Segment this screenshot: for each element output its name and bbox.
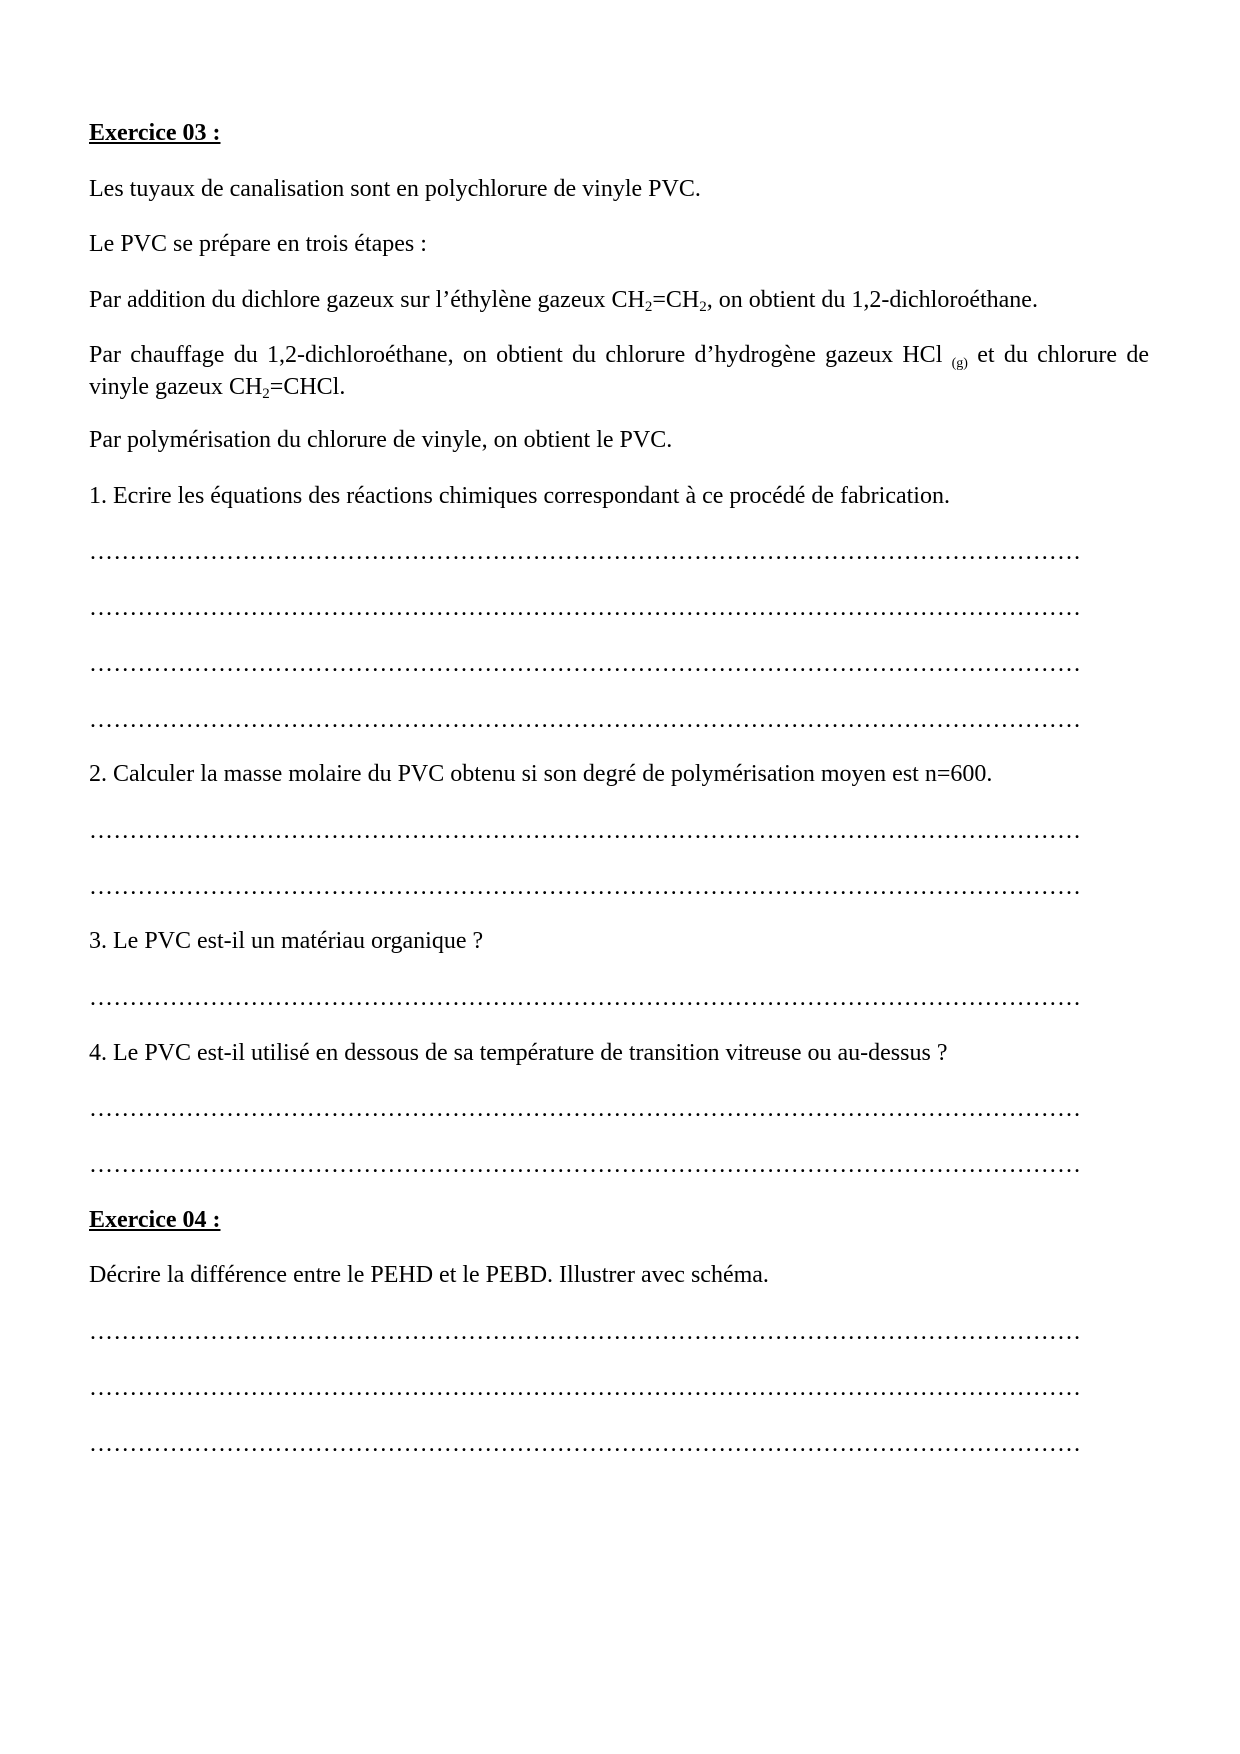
step-1-subscript-b: 2 (699, 299, 707, 315)
answer-line: …………………………………………………………………………………………………………… (89, 818, 1082, 844)
step-1-text-c: , on obtient du 1,2-dichloroéthane. (706, 287, 1038, 313)
step-2-state: (g) (951, 356, 968, 371)
exercise-4-question-1: Décrire la différence entre le PEHD et le PEBD. Illustrer avec schéma. (89, 1262, 769, 1288)
exercise-3-heading: Exercice 03 : (89, 120, 221, 146)
exercise-3-question-2: 2. Calculer la masse molaire du PVC obtenu si son degré de polymérisation moyen est n=600. (89, 761, 993, 787)
exercise-4-heading: Exercice 04 : (89, 1207, 221, 1233)
answer-line: …………………………………………………………………………………………………………… (89, 1152, 1082, 1178)
answer-line: …………………………………………………………………………………………………………… (89, 707, 1082, 733)
exercise-3-question-4: 4. Le PVC est-il utilisé en dessous de sa température de transition vitreuse ou au-dessus ? (89, 1040, 948, 1066)
step-2-text-c: =CHCl. (269, 374, 346, 400)
answer-line: …………………………………………………………………………………………………………… (89, 1431, 1082, 1457)
step-1-text-a: Par addition du dichlore gazeux sur l’éthylène gazeux CH (89, 287, 645, 313)
answer-line: …………………………………………………………………………………………………………… (89, 1319, 1082, 1345)
exercise-3-question-3: 3. Le PVC est-il un matériau organique ? (89, 928, 484, 954)
step-1-text-b: =CH (652, 287, 700, 313)
exercise-3-steps-intro: Le PVC se prépare en trois étapes : (89, 231, 427, 257)
answer-line: …………………………………………………………………………………………………………… (89, 595, 1082, 621)
exercise-3-step-3: Par polymérisation du chlorure de vinyle, on obtient le PVC. (89, 427, 673, 453)
step-1-subscript-a: 2 (644, 299, 653, 315)
answer-line: …………………………………………………………………………………………………………… (89, 1096, 1082, 1122)
answer-line: …………………………………………………………………………………………………………… (89, 1375, 1082, 1401)
answer-line: …………………………………………………………………………………………………………… (89, 985, 1082, 1011)
answer-line: …………………………………………………………………………………………………………… (89, 539, 1082, 565)
step-2-text-b: et du chlorure de vinyle gazeux CH (89, 342, 1149, 400)
exercise-3-intro: Les tuyaux de canalisation sont en polychlorure de vinyle PVC. (89, 176, 701, 202)
exercise-3-step-2 (89, 339, 1149, 403)
step-2-subscript: 2 (262, 386, 270, 402)
answer-line: …………………………………………………………………………………………………………… (89, 651, 1082, 677)
exercise-3-step-1 (89, 284, 1038, 316)
exercise-3-question-1: 1. Ecrire les équations des réactions chimiques correspondant à ce procédé de fabrication. (89, 483, 950, 509)
step-2-text-a: Par chauffage du 1,2-dichloroéthane, on obtient du chlorure d’hydrogène gazeux HCl (89, 342, 952, 368)
answer-line: …………………………………………………………………………………………………………… (89, 874, 1082, 900)
